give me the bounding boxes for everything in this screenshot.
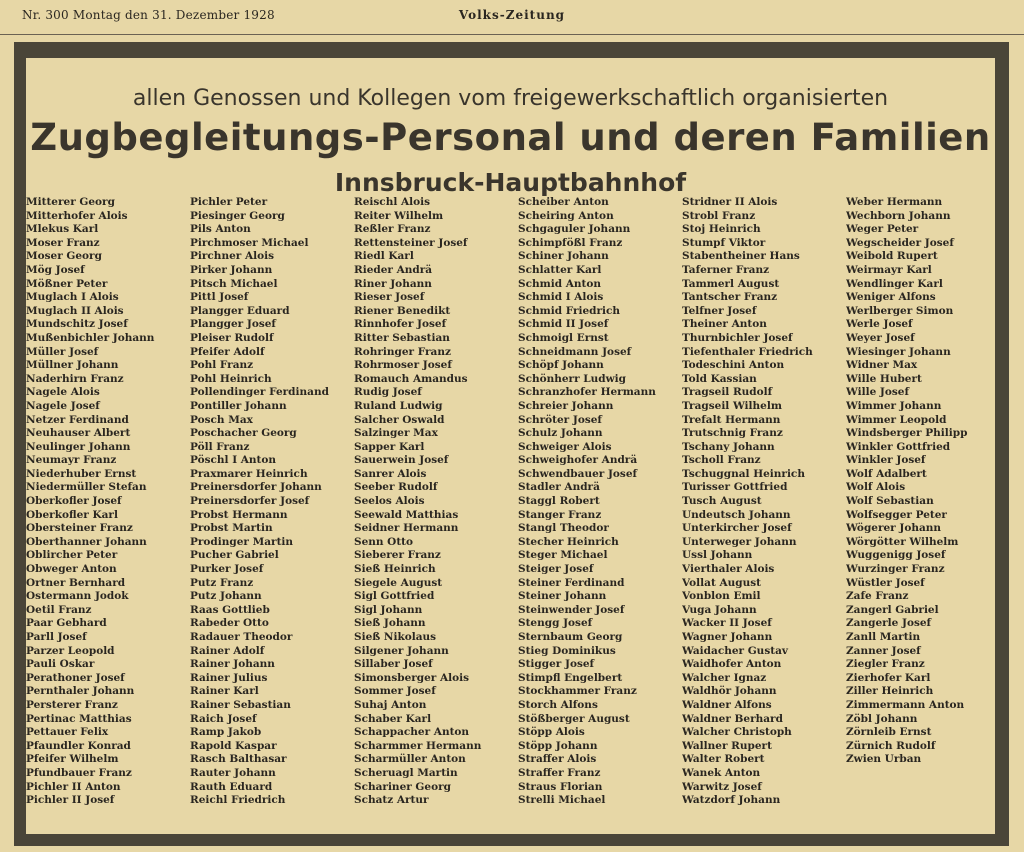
member-name: Probst Hermann [190, 508, 288, 521]
member-name: Schulz Johann [518, 427, 603, 440]
name-column-5 [682, 196, 842, 808]
member-name: Pöll Franz [190, 440, 250, 453]
member-name: Mög Josef [26, 263, 85, 276]
member-name: Pitsch Michael [190, 277, 278, 290]
member-name: Rudig Josef [354, 386, 422, 399]
dedication-line: allen Genossen und Kollegen vom freigewerkschaftlich organisierten [132, 86, 889, 111]
member-name: Oberthanner Johann [26, 535, 147, 548]
member-name: Schreier Johann [518, 399, 614, 412]
name-column-6 [846, 196, 1006, 767]
member-name: Netzer Ferdinand [26, 413, 129, 426]
member-name: Reiter Wilhelm [354, 209, 444, 222]
member-name: Ussl Johann [682, 549, 753, 562]
name-column-4 [518, 196, 678, 808]
member-name: Schmid II Josef [518, 318, 609, 331]
member-name: Schmoigl Ernst [518, 331, 609, 344]
member-name: Neulinger Johann [26, 440, 131, 453]
member-name: Ortner Bernhard [26, 576, 126, 589]
member-name: Ritter Sebastian [354, 331, 450, 344]
member-name: Told Kassian [682, 372, 757, 385]
member-name: Pittl Josef [190, 291, 249, 304]
member-name: Scharmüller Anton [354, 753, 466, 766]
member-name: Parll Josef [26, 631, 87, 643]
member-name: Rinnhofer Josef [354, 318, 447, 331]
member-name: Praxmarer Heinrich [190, 467, 308, 480]
member-name: Staggl Robert [518, 495, 600, 508]
member-name: Pfundbauer Franz [26, 766, 132, 779]
member-name: Steiner Johann [518, 590, 607, 603]
member-name: Wimmer Johann [846, 399, 942, 412]
member-name: Wolf Adalbert [846, 467, 927, 480]
member-name: Pollendinger Ferdinand [190, 386, 329, 399]
member-name: Schönherr Ludwig [518, 372, 627, 385]
member-name: Widner Max [846, 359, 918, 372]
member-name: Pichler Peter [190, 196, 268, 208]
member-name: Windsberger Philipp [846, 427, 968, 440]
member-name: Raich Josef [190, 712, 257, 725]
member-name: Nagele Josef [26, 399, 100, 412]
name-column-1 [26, 196, 186, 808]
member-name: Stößberger August [518, 712, 630, 725]
member-name: Nagele Alois [26, 386, 100, 399]
member-name: Sanrer Alois [354, 467, 427, 480]
member-name: Tscholl Franz [682, 454, 761, 467]
member-name: Zürnich Rudolf [846, 739, 936, 752]
member-name: Reichl Friedrich [190, 794, 286, 807]
member-name: Wörgötter Wilhelm [846, 535, 959, 548]
member-name: Zangerle Josef [846, 617, 932, 630]
member-name: Seelos Alois [354, 495, 425, 508]
member-name: Undeutsch Johann [682, 508, 791, 521]
member-name: Obersteiner Franz [26, 522, 133, 535]
member-name: Moser Franz [26, 236, 100, 249]
member-name: Thurnbichler Josef [682, 331, 793, 344]
member-name: Mußenbichler Johann [26, 331, 155, 344]
member-name: Stockhammer Franz [518, 685, 637, 698]
member-name: Wegscheider Josef [846, 236, 954, 249]
member-name: Waldner Berhard [682, 712, 783, 725]
member-name: Prodinger Martin [190, 535, 294, 548]
member-name: Wolfsegger Peter [846, 508, 947, 521]
member-name: Tschuggnal Heinrich [682, 467, 805, 480]
member-name: Rapold Kaspar [190, 739, 277, 752]
member-name: Tragseil Rudolf [682, 386, 773, 399]
member-name: Straffer Franz [518, 766, 601, 779]
member-name: Theiner Anton [682, 318, 767, 331]
member-name: Steiner Ferdinand [518, 576, 625, 589]
member-name: Moser Georg [26, 250, 102, 263]
notice-frame [14, 42, 1009, 846]
member-name: Schröter Josef [518, 413, 602, 426]
member-name: Tiefenthaler Friedrich [682, 345, 813, 358]
member-name: Turisser Gottfried [682, 481, 788, 494]
member-name: Wolf Alois [846, 481, 906, 494]
member-name: Riner Johann [354, 277, 432, 290]
member-name: Putz Johann [190, 590, 262, 603]
member-name: Neuhauser Albert [26, 427, 131, 440]
member-name: Schlatter Karl [518, 263, 602, 276]
member-name: Pfeifer Wilhelm [26, 753, 119, 766]
member-name: Niederhuber Ernst [26, 467, 137, 480]
member-name: Weibold Rupert [846, 250, 938, 263]
member-name: Scheruagl Martin [354, 766, 458, 779]
member-name: Trefalt Hermann [682, 413, 781, 426]
member-name: Vonblon Emil [682, 590, 761, 603]
member-name: Werlberger Simon [846, 304, 954, 317]
member-name: Stimpfl Engelbert [518, 671, 623, 684]
member-name: Schneidmann Josef [518, 345, 632, 358]
member-name: Raas Gottlieb [190, 603, 270, 616]
member-name: Stumpf Viktor [682, 236, 766, 249]
member-name: Preinersdorfer Johann [190, 481, 322, 494]
member-name: Walter Robert [682, 753, 765, 766]
member-name: Persterer Franz [26, 698, 118, 711]
member-name: Scharmmer Hermann [354, 739, 482, 752]
issue-line: Nr. 300 Montag den 31. Dezember 1928 [22, 8, 275, 22]
member-name: Parzer Leopold [26, 644, 115, 657]
member-name: Wille Hubert [846, 372, 922, 385]
member-name: Vierthaler Alois [682, 563, 775, 576]
member-name: Seewald Matthias [354, 508, 459, 521]
member-name: Weger Peter [846, 223, 919, 236]
member-name: Trutschnig Franz [682, 427, 783, 440]
member-name: Pirker Johann [190, 263, 273, 276]
member-name: Rainer Johann [190, 658, 275, 671]
member-name: Zanner Josef [846, 644, 921, 657]
member-name: Rieser Josef [354, 291, 425, 304]
member-name: Paar Gebhard [26, 617, 107, 630]
member-name: Schwendbauer Josef [518, 467, 638, 480]
member-name: Tantscher Franz [682, 291, 778, 304]
member-name: Mößner Peter [26, 277, 108, 290]
member-name: Stoj Heinrich [682, 223, 761, 236]
member-name: Pichler II Josef [26, 794, 115, 807]
member-name: Pettauer Felix [26, 726, 109, 739]
member-name: Rauter Johann [190, 766, 276, 779]
member-name: Wüstler Josef [846, 576, 925, 589]
member-name: Ramp Jakob [190, 726, 262, 739]
member-name: Pils Anton [190, 223, 251, 236]
member-name: Pirchmoser Michael [190, 236, 309, 249]
member-name: Schmid Anton [518, 277, 601, 290]
member-name: Mundschitz Josef [26, 318, 128, 331]
member-name: Radauer Theodor [190, 631, 293, 643]
member-name: Wechborn Johann [846, 209, 951, 222]
member-name: Sieberer Franz [354, 549, 441, 562]
member-name: Naderhirn Franz [26, 372, 124, 385]
member-name: Rohrmoser Josef [354, 359, 452, 372]
member-name: Telfner Josef [682, 304, 757, 317]
member-name: Rohringer Franz [354, 345, 451, 358]
member-name: Wiesinger Johann [846, 345, 951, 358]
member-name: Tusch August [682, 495, 762, 508]
member-name: Obweger Anton [26, 563, 117, 576]
member-name: Pucher Gabriel [190, 549, 279, 562]
member-name: Werle Josef [846, 318, 913, 331]
member-name: Strobl Franz [682, 209, 756, 222]
member-name: Probst Martin [190, 522, 273, 535]
member-name: Sauerwein Josef [354, 454, 449, 467]
member-name: Mitterhofer Alois [26, 209, 128, 222]
member-name: Winkler Gottfried [846, 440, 951, 453]
member-name: Sieß Johann [354, 617, 426, 630]
member-name: Vuga Johann [682, 603, 757, 616]
member-name: Rasch Balthasar [190, 753, 287, 766]
member-name: Zwien Urban [846, 753, 922, 766]
member-name: Sieß Heinrich [354, 563, 436, 576]
member-name: Muglach II Alois [26, 304, 124, 317]
member-name: Pleiser Rudolf [190, 331, 274, 344]
member-name: Sternbaum Georg [518, 631, 623, 643]
member-name: Pfaundler Konrad [26, 739, 131, 752]
member-name: Zörnleib Ernst [846, 726, 932, 739]
member-name: Zöbl Johann [846, 712, 918, 725]
member-name: Ostermann Jodok [26, 590, 129, 603]
member-name: Poschacher Georg [190, 427, 297, 440]
member-name: Stridner II Alois [682, 196, 778, 208]
member-name: Waldner Alfons [682, 698, 772, 711]
member-name: Silgener Johann [354, 644, 449, 657]
member-name: Mlekus Karl [26, 223, 99, 236]
member-name: Rainer Karl [190, 685, 259, 698]
member-name: Schiner Johann [518, 250, 609, 263]
member-name: Oberkofler Karl [26, 508, 118, 521]
member-name: Pernthaler Johann [26, 685, 135, 698]
member-name: Weber Hermann [846, 196, 943, 208]
member-name: Zanll Martin [846, 631, 921, 643]
member-name: Schatz Artur [354, 794, 429, 807]
member-name: Watzdorf Johann [682, 794, 781, 807]
member-name: Rauth Eduard [190, 780, 273, 793]
member-name: Steger Michael [518, 549, 608, 562]
member-name: Schmid I Alois [518, 291, 604, 304]
member-name: Ruland Ludwig [354, 399, 443, 412]
member-name: Oberkofler Josef [26, 495, 122, 508]
member-name: Oetil Franz [26, 603, 92, 616]
member-name: Zangerl Gabriel [846, 603, 939, 616]
member-name: Weniger Alfons [846, 291, 936, 304]
member-name: Stabentheiner Hans [682, 250, 800, 263]
member-name: Steinwender Josef [518, 603, 625, 616]
member-name: Purker Josef [190, 563, 264, 576]
member-name: Stengg Josef [518, 617, 593, 630]
member-name: Suhaj Anton [354, 698, 427, 711]
member-name: Stadler Andrä [518, 481, 600, 494]
notice-title: Zugbegleitungs-Personal und deren Familien [30, 116, 991, 159]
member-name: Schöpf Johann [518, 359, 604, 372]
member-name: Schgaguler Johann [518, 223, 631, 236]
member-name: Reischl Alois [354, 196, 431, 208]
member-name: Wacker II Josef [682, 617, 772, 630]
member-name: Preinersdorfer Josef [190, 495, 310, 508]
member-name: Wuggenigg Josef [846, 549, 946, 562]
member-name: Seidner Hermann [354, 522, 459, 535]
member-name: Pichler II Anton [26, 780, 121, 793]
member-name: Vollat August [682, 576, 761, 589]
member-name: Rettensteiner Josef [354, 236, 468, 249]
member-name: Waidacher Gustav [682, 644, 788, 657]
member-name: Rainer Julius [190, 671, 268, 684]
member-name: Stanger Franz [518, 508, 602, 521]
member-name: Stigger Josef [518, 658, 595, 671]
member-name: Zafe Franz [846, 590, 909, 603]
member-name: Wendlinger Karl [846, 277, 943, 290]
member-name: Schimpfößl Franz [518, 236, 623, 249]
member-name: Niedermüller Stefan [26, 481, 147, 494]
member-name: Plangger Eduard [190, 304, 290, 317]
member-name: Stangl Theodor [518, 522, 609, 535]
member-name: Sieß Nikolaus [354, 631, 437, 643]
member-name: Pöschl I Anton [190, 454, 277, 467]
member-name: Romauch Amandus [354, 372, 468, 385]
member-name: Stieg Dominikus [518, 644, 616, 657]
member-name: Riedl Karl [354, 250, 414, 263]
member-name: Straus Florian [518, 780, 603, 793]
member-name: Schranzhofer Hermann [518, 386, 656, 399]
member-name: Weyer Josef [846, 331, 915, 344]
member-name: Neumayr Franz [26, 454, 117, 467]
member-name: Storch Alfons [518, 698, 598, 711]
member-name: Stöpp Alois [518, 726, 585, 739]
member-name: Waldhör Johann [682, 685, 777, 698]
newspaper-title: Volks-Zeitung [458, 8, 566, 22]
member-name: Schmid Friedrich [518, 304, 621, 317]
member-name: Tragseil Wilhelm [682, 399, 782, 412]
member-name: Rabeder Otto [190, 617, 269, 630]
member-name: Rainer Sebastian [190, 698, 291, 711]
member-name: Zimmermann Anton [846, 698, 965, 711]
member-name: Mitterer Georg [26, 196, 115, 208]
member-name: Taferner Franz [682, 263, 770, 276]
member-name: Steiger Josef [518, 563, 594, 576]
member-name: Wurzinger Franz [846, 563, 945, 576]
member-name: Unterkircher Josef [682, 522, 792, 535]
member-name: Rainer Adolf [190, 644, 265, 657]
member-name: Seeber Rudolf [354, 481, 438, 494]
member-name: Wille Josef [846, 386, 909, 399]
member-name: Oblircher Peter [26, 549, 118, 562]
member-name: Posch Max [190, 413, 253, 426]
member-name: Müllner Johann [26, 359, 119, 372]
member-name: Pontiller Johann [190, 399, 287, 412]
member-name: Sigl Gottfried [354, 590, 435, 603]
member-name: Unterweger Johann [682, 535, 797, 548]
member-name: Weirmayr Karl [846, 263, 932, 276]
member-name: Sommer Josef [354, 685, 436, 698]
member-name: Salcher Oswald [354, 413, 445, 426]
notice-subtitle: Innsbruck-Hauptbahnhof [334, 168, 687, 197]
member-name: Simonsberger Alois [354, 671, 470, 684]
member-name: Sigl Johann [354, 603, 423, 616]
member-name: Salzinger Max [354, 427, 438, 440]
member-name: Pirchner Alois [190, 250, 274, 263]
member-name: Walcher Christoph [682, 726, 792, 739]
member-name: Tammerl August [682, 277, 780, 290]
member-name: Walcher Ignaz [682, 671, 767, 684]
notice-body [26, 58, 995, 834]
member-name: Piesinger Georg [190, 209, 285, 222]
name-column-3 [354, 196, 514, 808]
member-name: Waidhofer Anton [682, 658, 782, 671]
member-name: Schweiger Alois [518, 440, 612, 453]
member-name: Senn Otto [354, 535, 414, 548]
member-name: Winkler Josef [846, 454, 926, 467]
member-name: Rieder Andrä [354, 263, 433, 276]
member-name: Ziller Heinrich [846, 685, 934, 698]
member-name: Straffer Alois [518, 753, 597, 766]
member-name: Perathoner Josef [26, 671, 125, 684]
member-name: Plangger Josef [190, 318, 276, 331]
member-name: Schariner Georg [354, 780, 451, 793]
member-name: Schaber Karl [354, 712, 432, 725]
member-name: Scheiber Anton [518, 196, 609, 208]
member-name: Zierhofer Karl [846, 671, 931, 684]
member-name: Todeschini Anton [682, 359, 785, 372]
member-name: Stöpp Johann [518, 739, 598, 752]
member-name: Scheiring Anton [518, 209, 614, 222]
member-name: Schweighofer Andrä [518, 454, 638, 467]
member-name: Wagner Johann [682, 631, 773, 643]
member-name: Wimmer Leopold [846, 413, 947, 426]
member-name: Stecher Heinrich [518, 535, 619, 548]
member-name: Putz Franz [190, 576, 254, 589]
member-name: Pohl Heinrich [190, 372, 272, 385]
member-name: Pfeifer Adolf [190, 345, 265, 358]
member-name: Sapper Karl [354, 440, 425, 453]
member-name: Reßler Franz [354, 223, 431, 236]
member-name: Schappacher Anton [354, 726, 470, 739]
member-name: Pauli Oskar [26, 658, 95, 671]
member-name: Wolf Sebastian [846, 495, 934, 508]
newspaper-masthead [0, 0, 1024, 35]
member-name: Pohl Franz [190, 359, 254, 372]
member-name: Muglach I Alois [26, 291, 119, 304]
member-name: Sillaber Josef [354, 658, 433, 671]
member-name: Müller Josef [26, 345, 99, 358]
member-name: Ziegler Franz [846, 658, 925, 671]
member-name: Wögerer Johann [846, 522, 942, 535]
member-name: Wanek Anton [682, 766, 761, 779]
member-name: Siegele August [354, 576, 443, 589]
member-name: Tschany Johann [682, 440, 775, 453]
member-name: Riener Benedikt [354, 304, 451, 317]
member-name: Warwitz Josef [682, 780, 762, 793]
member-name: Wallner Rupert [682, 739, 772, 752]
member-name: Strelli Michael [518, 794, 606, 807]
name-column-2 [190, 196, 350, 808]
member-name: Pertinac Matthias [26, 712, 132, 725]
